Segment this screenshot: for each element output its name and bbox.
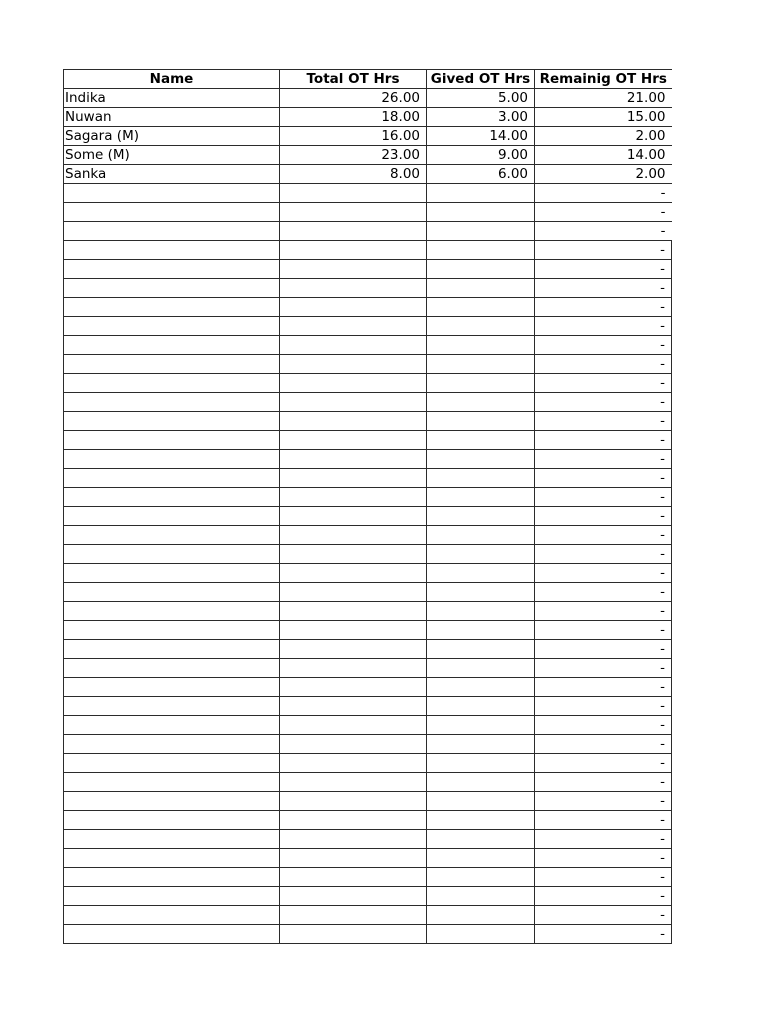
cell-remainig-ot-hrs: -	[535, 184, 672, 203]
cell-remainig-ot-hrs: -	[535, 488, 672, 507]
cell-total-ot-hrs	[280, 507, 427, 526]
ot-hours-table	[63, 69, 672, 944]
cell-gived-ot-hrs: 5.00	[427, 89, 535, 108]
cell-gived-ot-hrs: 14.00	[427, 127, 535, 146]
cell-gived-ot-hrs	[427, 583, 535, 602]
cell-gived-ot-hrs	[427, 241, 535, 260]
cell-name	[64, 526, 280, 545]
cell-total-ot-hrs	[280, 868, 427, 887]
cell-gived-ot-hrs	[427, 298, 535, 317]
cell-gived-ot-hrs	[427, 526, 535, 545]
cell-name	[64, 887, 280, 906]
cell-name: Some (M)	[64, 146, 280, 165]
cell-remainig-ot-hrs: -	[535, 773, 672, 792]
cell-gived-ot-hrs	[427, 830, 535, 849]
table-row	[64, 564, 672, 583]
table-row	[64, 317, 672, 336]
cell-remainig-ot-hrs: -	[535, 545, 672, 564]
cell-remainig-ot-hrs: -	[535, 526, 672, 545]
cell-remainig-ot-hrs: 15.00	[535, 108, 672, 127]
cell-name	[64, 754, 280, 773]
cell-gived-ot-hrs	[427, 659, 535, 678]
cell-total-ot-hrs	[280, 887, 427, 906]
cell-total-ot-hrs	[280, 526, 427, 545]
cell-gived-ot-hrs: 9.00	[427, 146, 535, 165]
cell-remainig-ot-hrs: -	[535, 431, 672, 450]
cell-name	[64, 830, 280, 849]
cell-total-ot-hrs	[280, 754, 427, 773]
cell-name	[64, 849, 280, 868]
cell-remainig-ot-hrs: -	[535, 222, 672, 241]
cell-name	[64, 298, 280, 317]
cell-total-ot-hrs	[280, 659, 427, 678]
table-row	[64, 222, 672, 241]
table-row	[64, 868, 672, 887]
cell-total-ot-hrs	[280, 412, 427, 431]
cell-gived-ot-hrs	[427, 887, 535, 906]
cell-total-ot-hrs	[280, 279, 427, 298]
cell-total-ot-hrs	[280, 640, 427, 659]
cell-total-ot-hrs	[280, 222, 427, 241]
cell-name	[64, 773, 280, 792]
cell-total-ot-hrs	[280, 925, 427, 944]
table-row	[64, 659, 672, 678]
table-body	[64, 89, 672, 944]
cell-gived-ot-hrs	[427, 431, 535, 450]
cell-name	[64, 735, 280, 754]
cell-name	[64, 583, 280, 602]
cell-gived-ot-hrs	[427, 773, 535, 792]
cell-total-ot-hrs	[280, 393, 427, 412]
cell-total-ot-hrs	[280, 602, 427, 621]
cell-total-ot-hrs	[280, 583, 427, 602]
header-total-ot-hrs: Total OT Hrs	[280, 70, 427, 89]
cell-total-ot-hrs	[280, 488, 427, 507]
table-row	[64, 488, 672, 507]
cell-gived-ot-hrs	[427, 925, 535, 944]
table-row	[64, 355, 672, 374]
cell-remainig-ot-hrs: -	[535, 583, 672, 602]
table-row	[64, 184, 672, 203]
cell-total-ot-hrs	[280, 336, 427, 355]
cell-gived-ot-hrs	[427, 621, 535, 640]
table-row	[64, 526, 672, 545]
cell-remainig-ot-hrs: -	[535, 260, 672, 279]
cell-name	[64, 431, 280, 450]
table-row	[64, 165, 672, 184]
cell-total-ot-hrs	[280, 621, 427, 640]
cell-gived-ot-hrs	[427, 203, 535, 222]
cell-gived-ot-hrs	[427, 317, 535, 336]
table-row	[64, 602, 672, 621]
table-row	[64, 374, 672, 393]
cell-total-ot-hrs: 8.00	[280, 165, 427, 184]
cell-remainig-ot-hrs: -	[535, 203, 672, 222]
cell-name	[64, 906, 280, 925]
table-row	[64, 108, 672, 127]
cell-remainig-ot-hrs: -	[535, 317, 672, 336]
cell-total-ot-hrs: 18.00	[280, 108, 427, 127]
cell-remainig-ot-hrs: -	[535, 355, 672, 374]
cell-total-ot-hrs	[280, 431, 427, 450]
table-row	[64, 678, 672, 697]
cell-gived-ot-hrs	[427, 697, 535, 716]
cell-gived-ot-hrs	[427, 260, 535, 279]
cell-remainig-ot-hrs: -	[535, 849, 672, 868]
cell-total-ot-hrs	[280, 811, 427, 830]
cell-gived-ot-hrs	[427, 184, 535, 203]
cell-gived-ot-hrs	[427, 545, 535, 564]
table-row	[64, 89, 672, 108]
cell-name	[64, 241, 280, 260]
cell-remainig-ot-hrs: -	[535, 336, 672, 355]
cell-total-ot-hrs	[280, 906, 427, 925]
table-row	[64, 925, 672, 944]
cell-gived-ot-hrs	[427, 754, 535, 773]
cell-remainig-ot-hrs: -	[535, 830, 672, 849]
cell-gived-ot-hrs	[427, 735, 535, 754]
table-row	[64, 260, 672, 279]
table-row	[64, 754, 672, 773]
cell-remainig-ot-hrs: -	[535, 811, 672, 830]
cell-gived-ot-hrs	[427, 849, 535, 868]
cell-total-ot-hrs	[280, 469, 427, 488]
cell-name	[64, 678, 280, 697]
cell-total-ot-hrs: 23.00	[280, 146, 427, 165]
cell-remainig-ot-hrs: -	[535, 621, 672, 640]
table-row	[64, 849, 672, 868]
cell-gived-ot-hrs	[427, 469, 535, 488]
table-row	[64, 545, 672, 564]
cell-name	[64, 184, 280, 203]
cell-total-ot-hrs	[280, 792, 427, 811]
cell-remainig-ot-hrs: -	[535, 412, 672, 431]
cell-remainig-ot-hrs: -	[535, 735, 672, 754]
cell-gived-ot-hrs	[427, 450, 535, 469]
cell-remainig-ot-hrs: -	[535, 697, 672, 716]
table-row	[64, 830, 672, 849]
cell-name	[64, 716, 280, 735]
cell-total-ot-hrs	[280, 450, 427, 469]
cell-remainig-ot-hrs: -	[535, 564, 672, 583]
cell-name: Nuwan	[64, 108, 280, 127]
cell-name	[64, 792, 280, 811]
table-row	[64, 336, 672, 355]
cell-remainig-ot-hrs: -	[535, 450, 672, 469]
cell-name	[64, 811, 280, 830]
table-row	[64, 431, 672, 450]
cell-remainig-ot-hrs: -	[535, 678, 672, 697]
table-row	[64, 640, 672, 659]
table-row	[64, 792, 672, 811]
cell-remainig-ot-hrs: -	[535, 754, 672, 773]
table-row	[64, 298, 672, 317]
cell-name	[64, 659, 280, 678]
cell-remainig-ot-hrs: -	[535, 906, 672, 925]
cell-name	[64, 488, 280, 507]
table-row	[64, 469, 672, 488]
cell-total-ot-hrs	[280, 241, 427, 260]
cell-gived-ot-hrs	[427, 678, 535, 697]
table-row	[64, 697, 672, 716]
cell-gived-ot-hrs	[427, 393, 535, 412]
table-row	[64, 716, 672, 735]
cell-remainig-ot-hrs: -	[535, 887, 672, 906]
cell-remainig-ot-hrs: -	[535, 716, 672, 735]
cell-gived-ot-hrs	[427, 602, 535, 621]
cell-remainig-ot-hrs: 21.00	[535, 89, 672, 108]
cell-name	[64, 640, 280, 659]
cell-remainig-ot-hrs: 2.00	[535, 165, 672, 184]
header-row	[64, 70, 672, 89]
cell-total-ot-hrs: 26.00	[280, 89, 427, 108]
cell-remainig-ot-hrs: -	[535, 279, 672, 298]
cell-total-ot-hrs	[280, 355, 427, 374]
cell-name	[64, 469, 280, 488]
cell-gived-ot-hrs	[427, 412, 535, 431]
cell-remainig-ot-hrs: -	[535, 602, 672, 621]
table-row	[64, 507, 672, 526]
table-row	[64, 906, 672, 925]
cell-name	[64, 545, 280, 564]
cell-remainig-ot-hrs: -	[535, 792, 672, 811]
cell-total-ot-hrs	[280, 830, 427, 849]
cell-gived-ot-hrs	[427, 336, 535, 355]
cell-remainig-ot-hrs: -	[535, 374, 672, 393]
cell-gived-ot-hrs	[427, 868, 535, 887]
cell-name	[64, 697, 280, 716]
cell-gived-ot-hrs	[427, 279, 535, 298]
cell-gived-ot-hrs: 3.00	[427, 108, 535, 127]
cell-gived-ot-hrs	[427, 564, 535, 583]
cell-name	[64, 925, 280, 944]
cell-remainig-ot-hrs: -	[535, 241, 672, 260]
table-row	[64, 621, 672, 640]
cell-gived-ot-hrs	[427, 222, 535, 241]
cell-total-ot-hrs	[280, 849, 427, 868]
cell-gived-ot-hrs	[427, 716, 535, 735]
cell-name	[64, 203, 280, 222]
cell-total-ot-hrs	[280, 735, 427, 754]
cell-name	[64, 374, 280, 393]
table-row	[64, 773, 672, 792]
cell-name	[64, 564, 280, 583]
cell-gived-ot-hrs	[427, 355, 535, 374]
cell-gived-ot-hrs	[427, 811, 535, 830]
cell-total-ot-hrs	[280, 678, 427, 697]
cell-remainig-ot-hrs: -	[535, 393, 672, 412]
cell-total-ot-hrs	[280, 317, 427, 336]
cell-total-ot-hrs	[280, 184, 427, 203]
cell-remainig-ot-hrs: -	[535, 868, 672, 887]
cell-name	[64, 279, 280, 298]
cell-name	[64, 260, 280, 279]
header-name: Name	[64, 70, 280, 89]
cell-remainig-ot-hrs: 14.00	[535, 146, 672, 165]
table-row	[64, 583, 672, 602]
cell-name	[64, 336, 280, 355]
table-row	[64, 393, 672, 412]
cell-total-ot-hrs	[280, 697, 427, 716]
cell-name	[64, 621, 280, 640]
cell-total-ot-hrs	[280, 564, 427, 583]
cell-name: Indika	[64, 89, 280, 108]
cell-remainig-ot-hrs: -	[535, 469, 672, 488]
cell-total-ot-hrs	[280, 716, 427, 735]
table-row	[64, 735, 672, 754]
cell-gived-ot-hrs	[427, 906, 535, 925]
table-row	[64, 127, 672, 146]
cell-total-ot-hrs	[280, 545, 427, 564]
cell-name	[64, 868, 280, 887]
table-row	[64, 811, 672, 830]
cell-name: Sanka	[64, 165, 280, 184]
cell-gived-ot-hrs	[427, 792, 535, 811]
cell-name	[64, 450, 280, 469]
cell-gived-ot-hrs: 6.00	[427, 165, 535, 184]
cell-name	[64, 317, 280, 336]
cell-name	[64, 222, 280, 241]
table-row	[64, 412, 672, 431]
table-row	[64, 450, 672, 469]
cell-remainig-ot-hrs: -	[535, 925, 672, 944]
cell-remainig-ot-hrs: -	[535, 659, 672, 678]
cell-remainig-ot-hrs: -	[535, 640, 672, 659]
cell-gived-ot-hrs	[427, 488, 535, 507]
table-row	[64, 203, 672, 222]
table-row	[64, 241, 672, 260]
header-remainig-ot-hrs: Remainig OT Hrs	[535, 70, 672, 89]
cell-total-ot-hrs	[280, 260, 427, 279]
cell-remainig-ot-hrs: -	[535, 507, 672, 526]
table-row	[64, 887, 672, 906]
cell-total-ot-hrs: 16.00	[280, 127, 427, 146]
cell-name	[64, 355, 280, 374]
table-row	[64, 146, 672, 165]
cell-total-ot-hrs	[280, 203, 427, 222]
cell-gived-ot-hrs	[427, 640, 535, 659]
cell-name	[64, 412, 280, 431]
cell-name	[64, 507, 280, 526]
cell-total-ot-hrs	[280, 773, 427, 792]
cell-name	[64, 393, 280, 412]
cell-remainig-ot-hrs: 2.00	[535, 127, 672, 146]
cell-gived-ot-hrs	[427, 507, 535, 526]
cell-remainig-ot-hrs: -	[535, 298, 672, 317]
cell-gived-ot-hrs	[427, 374, 535, 393]
cell-total-ot-hrs	[280, 374, 427, 393]
cell-total-ot-hrs	[280, 298, 427, 317]
cell-name	[64, 602, 280, 621]
cell-name: Sagara (M)	[64, 127, 280, 146]
header-gived-ot-hrs: Gived OT Hrs	[427, 70, 535, 89]
table-row	[64, 279, 672, 298]
